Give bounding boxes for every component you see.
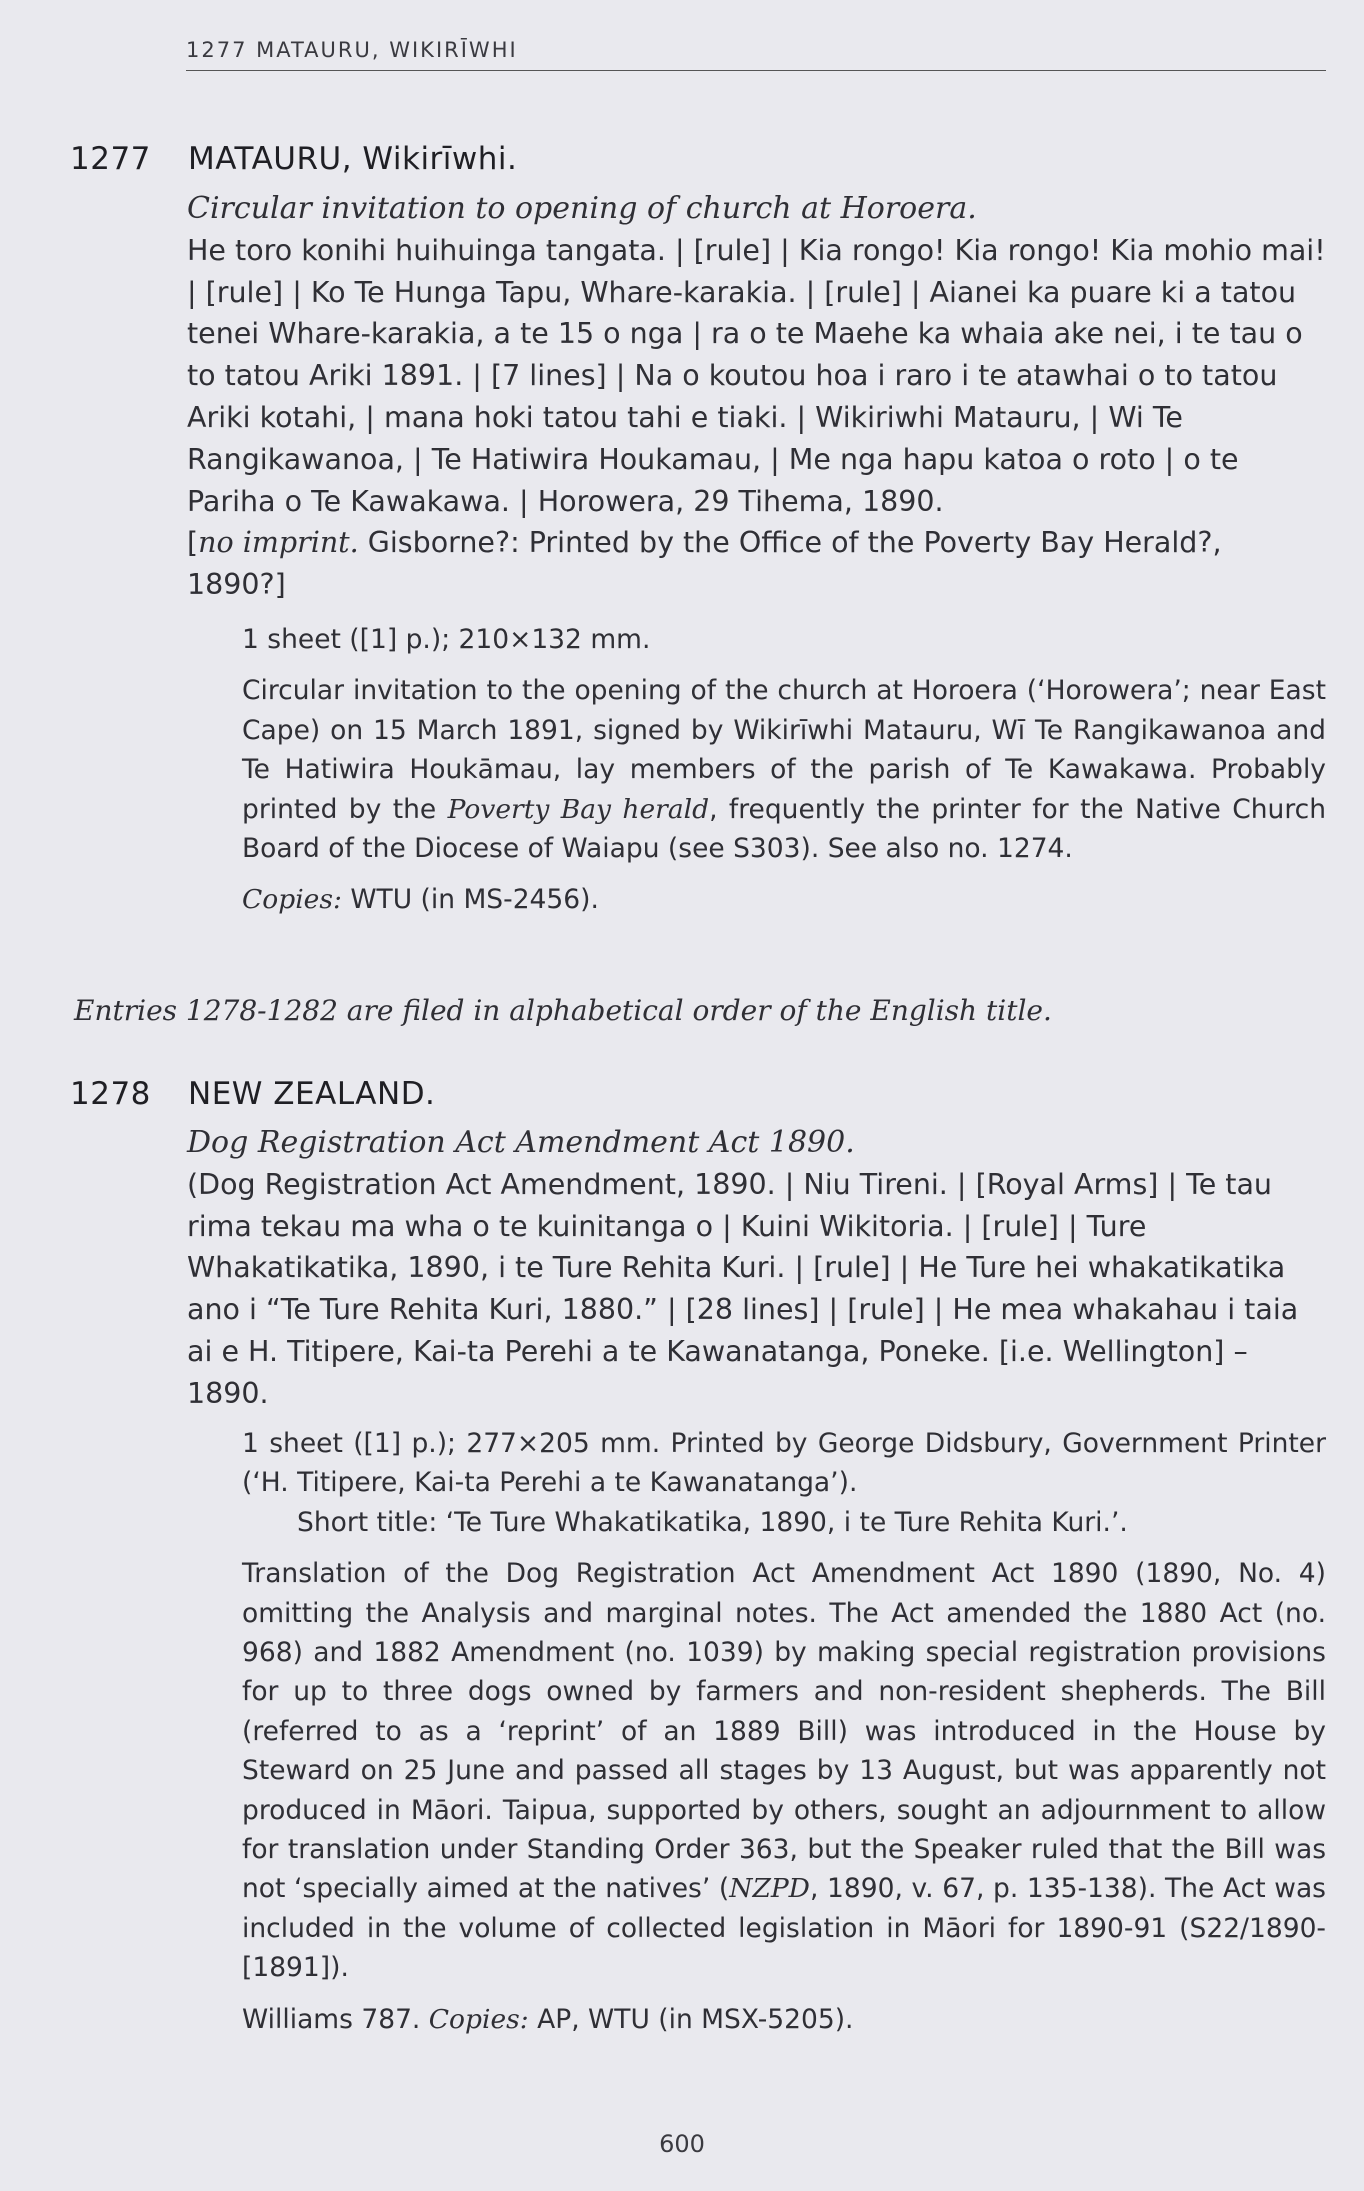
copies-line <box>242 2000 1326 2039</box>
note-text-2: , frequently the printer for the Native Church Board of the Diocese of Waiapu (see S303). See also no. 1274. <box>242 793 1326 865</box>
entry-1277-notes <box>242 620 1326 920</box>
collation: 1 sheet ([1] p.); 277×205 mm. Printed by George Didsbury, Government Printer (‘H. Titipere, Kai-ta Perehi a te Kawanatanga’). <box>242 1428 1326 1499</box>
entry-transcription: He toro konihi huihuinga tangata. | [rule] | Kia rongo! Kia rongo! Kia mohio mai! | [rule] | Ko Te Hunga Tapu, Whare-karakia. | [rule] | Aianei ka puare ki a tatou tenei Whare-karakia, a te 15 o nga | ra o te Maehe ka whaia ake nei, i te tau o to tatou Ariki 1891. | [7 lines] | Na o koutou hoa i raro i te atawhai o to tatou Ariki kotahi, | mana hoki tatou tahi e tiaki. | Wikiriwhi Matauru, | Wi Te Rangikawanoa, | Te Hatiwira Houkamau, | Me nga hapu katoa o roto | o te Pariha o Te Kawakawa. | Horowera, 29 Tihema, 1890. <box>187 233 1326 518</box>
entry-title: Dog Registration Act Amendment Act 1890. <box>187 1125 855 1160</box>
descriptive-note <box>242 671 1326 868</box>
note-text: Translation of the Dog Registration Act Amendment Act 1890 (1890, No. 4) omitting the Analysis and marginal notes. The Act amended the 1880 Act (no. 968) and 1882 Amendment (no. 1039) by making special registration provisions for up to three dogs owned by farmers and non-resident shepherds. The Bill (referred to as a ‘reprint’ of an 1889 Bill) was introduced in the House by Steward on 25 June and passed all stages by 13 August, but was apparently not produced in Māori. Taipua, supported by others, sought an adjournment to allow for translation under Standing Order 363, but the Speaker ruled that the Bill was not ‘specially aimed at the natives’ ( <box>242 1558 1326 1905</box>
williams-ref: Williams 787. <box>242 2003 429 2035</box>
note-text: Circular invitation to the opening of the church at Horoera (‘Horowera’; near East Cape) on 15 March 1891, signed by Wikirīwhi Matauru, Wī Te Rangikawanoa and Te Hatiwira Houkāmau, lay members of the parish of Te Kawakawa. Probably printed by the <box>242 675 1326 825</box>
entry-1278-body <box>187 1122 1327 1415</box>
entry-name: NEW ZEALAND. <box>188 1076 436 1112</box>
copies-line <box>242 880 1326 919</box>
running-head: 1277 MATAURU, WIKIRĪWHI <box>186 38 1326 71</box>
page-number: 600 <box>659 2130 705 2158</box>
entry-imprint: [no imprint. Gisborne?: Printed by the Office of the Poverty Bay Herald?, 1890?] <box>187 526 1222 602</box>
entry-heading-1277 <box>70 141 517 177</box>
entry-1277-body <box>187 188 1327 606</box>
filing-note: Entries 1278-1282 are filed in alphabetical order of the English title. <box>74 994 1052 1027</box>
entry-number: 1277 <box>70 141 151 177</box>
collation: 1 sheet ([1] p.); 210×132 mm. <box>242 624 651 655</box>
short-title: Short title: ‘Te Ture Whakatikatika, 1890, i te Ture Rehita Kuri.’. <box>297 1506 1128 1538</box>
entry-name: MATAURU, Wikirīwhi. <box>188 141 518 177</box>
entry-transcription: (Dog Registration Act Amendment, 1890. | Niu Tireni. | [Royal Arms] | Te tau rima tekau ma wha o te kuinitanga o | Kuini Wikitoria. | [rule] | Ture Whakatikatika, 1890, i te Ture Rehita Kuri. | [rule] | He Ture hei whakatikatika ano i “Te Ture Rehita Kuri, 1880.” | [28 lines] | [rule] | He mea whakahau i taia ai e H. Titipere, Kai-ta Perehi a te Kawanatanga, Poneke. [i.e. Wellington] –1890. <box>187 1167 1299 1410</box>
copies-text: AP, WTU (in MSX-5205). <box>528 2003 854 2035</box>
note-italic: NZPD <box>729 1873 810 1905</box>
entry-heading-1278 <box>70 1076 435 1112</box>
entry-1278-notes <box>242 1424 1326 2039</box>
imprint-text: Gisborne?: Printed by the Office of the Poverty Bay Herald?, 1890?] <box>187 526 1222 602</box>
descriptive-note <box>242 1554 1326 1987</box>
note-italic: Poverty Bay herald <box>447 793 710 825</box>
imprint-note: no imprint. <box>198 526 359 560</box>
note-text-2: , 1890, v. 67, p. 135-138). The Act was included in the volume of collected legislation in Māori for 1890-91 (S22/1890-[1891]). <box>242 1873 1326 1984</box>
copies-label: Copies: <box>428 2003 529 2035</box>
entry-number: 1278 <box>70 1076 151 1112</box>
copies-label: Copies: <box>242 884 342 916</box>
entry-title: Circular invitation to opening of church at Horoera. <box>187 191 977 226</box>
copies-text: WTU (in MS-2456). <box>341 884 599 916</box>
